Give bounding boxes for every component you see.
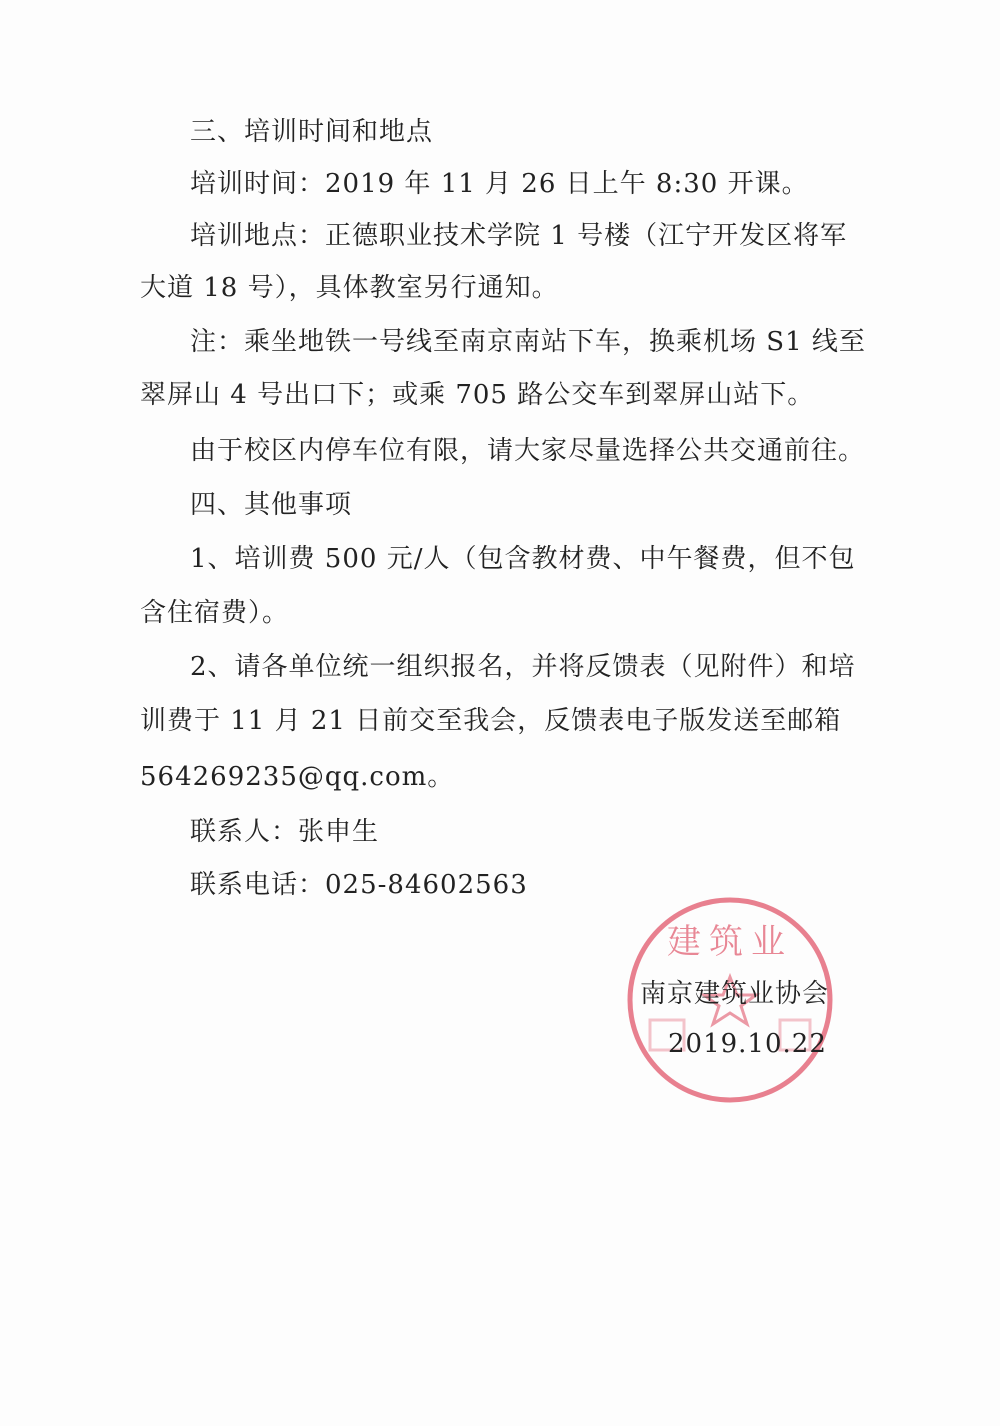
section-4-heading: 四、其他事项 [190, 490, 353, 520]
signature-date: 2019.10.22 [668, 1029, 827, 1059]
contact-person: 联系人：张申生 [190, 817, 380, 847]
registration-line-1: 2、请各单位统一组织报名，并将反馈表（见附件）和培 [190, 652, 856, 682]
training-location-line-1: 培训地点：正德职业技术学院 1 号楼（江宁开发区将军 [190, 221, 848, 251]
signature-organization: 南京建筑业协会 [640, 979, 830, 1009]
transport-note-line-1: 注：乘坐地铁一号线至南京南站下车，换乘机场 S1 线至 [190, 327, 866, 357]
seal-arc-text [667, 922, 793, 962]
contact-phone: 联系电话：025-84602563 [190, 870, 528, 900]
parking-note: 由于校区内停车位有限，请大家尽量选择公共交通前往。 [190, 436, 866, 466]
fee-line-1: 1、培训费 500 元/人（包含教材费、中午餐费，但不包 [190, 544, 856, 574]
fee-line-2: 含住宿费）。 [140, 598, 290, 628]
section-3-heading: 三、培训时间和地点 [190, 117, 434, 147]
transport-note-line-2: 翠屏山 4 号出口下；或乘 705 路公交车到翠屏山站下。 [140, 380, 815, 410]
svg-text:建筑业: 建筑业 [667, 922, 793, 962]
training-location-line-2: 大道 18 号），具体教室另行通知。 [140, 273, 559, 303]
registration-email: 564269235@qq.com。 [140, 762, 455, 792]
registration-line-2: 训费于 11 月 21 日前交至我会，反馈表电子版发送至邮箱 [140, 706, 842, 736]
training-time: 培训时间：2019 年 11 月 26 日上午 8:30 开课。 [190, 169, 809, 199]
